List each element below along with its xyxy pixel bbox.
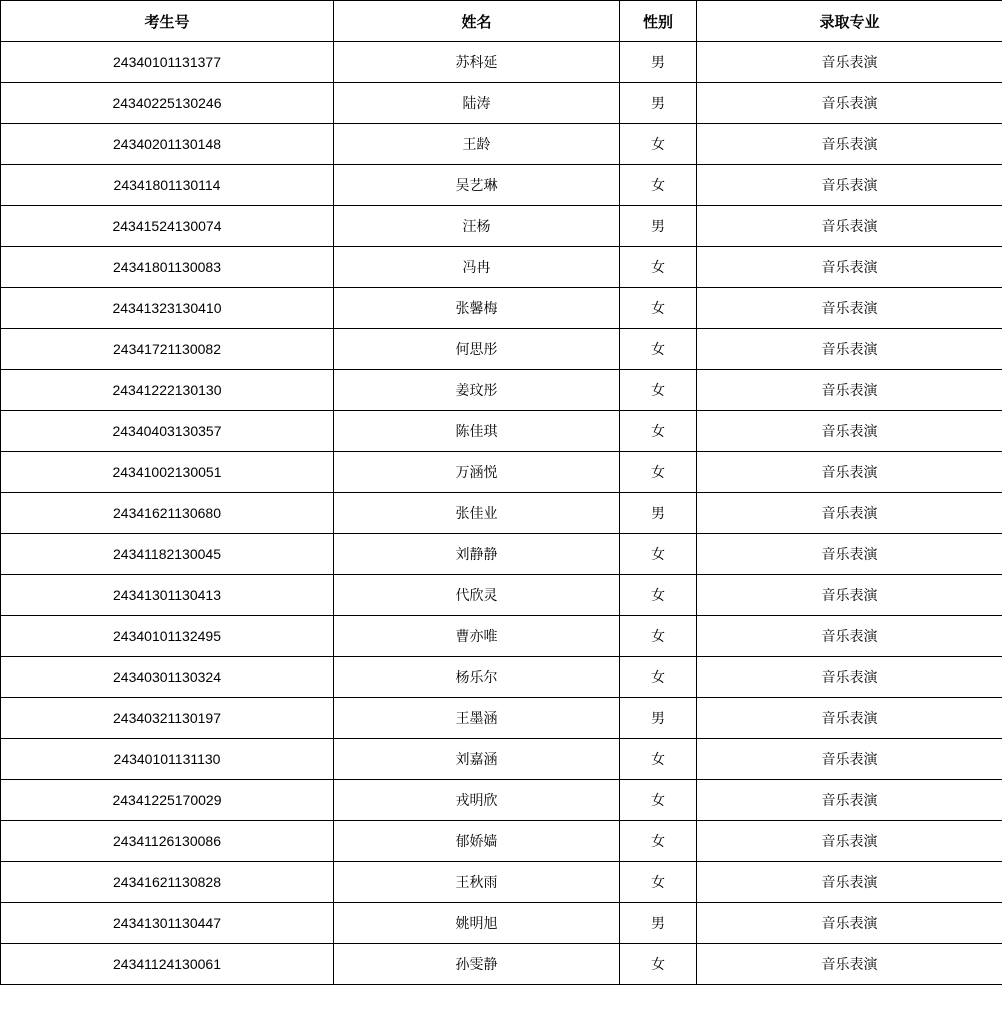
exam-number-cell: 24341524130074 xyxy=(1,206,334,247)
exam-number-cell: 24341801130083 xyxy=(1,247,334,288)
exam-number-cell: 24341182130045 xyxy=(1,534,334,575)
exam-number-cell: 24341801130114 xyxy=(1,165,334,206)
table-body xyxy=(1,42,1002,985)
student-name-cell: 万涵悦 xyxy=(334,452,620,493)
student-name-cell: 王秋雨 xyxy=(334,862,620,903)
student-name-cell: 郁娇嫱 xyxy=(334,821,620,862)
exam-number-cell: 24341621130680 xyxy=(1,493,334,534)
admitted-major-cell: 音乐表演 xyxy=(697,452,1002,493)
table-row xyxy=(1,698,1002,739)
header-admitted-major: 录取专业 xyxy=(697,1,1002,42)
exam-number-cell: 24341124130061 xyxy=(1,944,334,985)
table-row xyxy=(1,411,1002,452)
gender-cell: 男 xyxy=(620,698,697,739)
header-name: 姓名 xyxy=(334,1,620,42)
gender-cell: 女 xyxy=(620,862,697,903)
exam-number-cell: 24341222130130 xyxy=(1,370,334,411)
table-row xyxy=(1,206,1002,247)
table-row xyxy=(1,329,1002,370)
student-name-cell: 苏科延 xyxy=(334,42,620,83)
table-row xyxy=(1,288,1002,329)
student-name-cell: 王龄 xyxy=(334,124,620,165)
gender-cell: 女 xyxy=(620,657,697,698)
admitted-major-cell: 音乐表演 xyxy=(697,780,1002,821)
gender-cell: 男 xyxy=(620,903,697,944)
table-row xyxy=(1,534,1002,575)
admitted-major-cell: 音乐表演 xyxy=(697,124,1002,165)
admitted-major-cell: 音乐表演 xyxy=(697,534,1002,575)
exam-number-cell: 24341126130086 xyxy=(1,821,334,862)
gender-cell: 女 xyxy=(620,411,697,452)
student-name-cell: 曹亦唯 xyxy=(334,616,620,657)
exam-number-cell: 24341621130828 xyxy=(1,862,334,903)
student-name-cell: 张佳业 xyxy=(334,493,620,534)
exam-number-cell: 24341323130410 xyxy=(1,288,334,329)
table-row xyxy=(1,575,1002,616)
table-row xyxy=(1,247,1002,288)
exam-number-cell: 24341301130447 xyxy=(1,903,334,944)
student-name-cell: 张馨梅 xyxy=(334,288,620,329)
admitted-major-cell: 音乐表演 xyxy=(697,657,1002,698)
gender-cell: 女 xyxy=(620,124,697,165)
table-row xyxy=(1,124,1002,165)
student-name-cell: 陈佳琪 xyxy=(334,411,620,452)
table-row xyxy=(1,42,1002,83)
exam-number-cell: 24341301130413 xyxy=(1,575,334,616)
exam-number-cell: 24340101132495 xyxy=(1,616,334,657)
admitted-major-cell: 音乐表演 xyxy=(697,698,1002,739)
table-row xyxy=(1,370,1002,411)
student-name-cell: 陆涛 xyxy=(334,83,620,124)
table-row xyxy=(1,780,1002,821)
student-name-cell: 杨乐尔 xyxy=(334,657,620,698)
admitted-major-cell: 音乐表演 xyxy=(697,206,1002,247)
student-name-cell: 孙雯静 xyxy=(334,944,620,985)
table-row xyxy=(1,83,1002,124)
exam-number-cell: 24340225130246 xyxy=(1,83,334,124)
admitted-major-cell: 音乐表演 xyxy=(697,903,1002,944)
exam-number-cell: 24340403130357 xyxy=(1,411,334,452)
table-row xyxy=(1,452,1002,493)
admitted-major-cell: 音乐表演 xyxy=(697,821,1002,862)
admitted-major-cell: 音乐表演 xyxy=(697,616,1002,657)
admitted-major-cell: 音乐表演 xyxy=(697,739,1002,780)
student-name-cell: 吴艺琳 xyxy=(334,165,620,206)
exam-number-cell: 24340101131130 xyxy=(1,739,334,780)
gender-cell: 男 xyxy=(620,83,697,124)
exam-number-cell: 24340321130197 xyxy=(1,698,334,739)
table-row xyxy=(1,903,1002,944)
student-name-cell: 姚明旭 xyxy=(334,903,620,944)
admitted-major-cell: 音乐表演 xyxy=(697,247,1002,288)
gender-cell: 女 xyxy=(620,247,697,288)
gender-cell: 女 xyxy=(620,288,697,329)
admitted-major-cell: 音乐表演 xyxy=(697,862,1002,903)
student-name-cell: 刘静静 xyxy=(334,534,620,575)
admitted-major-cell: 音乐表演 xyxy=(697,83,1002,124)
exam-number-cell: 24340101131377 xyxy=(1,42,334,83)
student-name-cell: 代欣灵 xyxy=(334,575,620,616)
gender-cell: 女 xyxy=(620,452,697,493)
table-row xyxy=(1,657,1002,698)
table-row xyxy=(1,821,1002,862)
student-name-cell: 何思彤 xyxy=(334,329,620,370)
gender-cell: 女 xyxy=(620,329,697,370)
student-name-cell: 王墨涵 xyxy=(334,698,620,739)
gender-cell: 女 xyxy=(620,370,697,411)
admitted-major-cell: 音乐表演 xyxy=(697,165,1002,206)
admitted-major-cell: 音乐表演 xyxy=(697,411,1002,452)
admitted-major-cell: 音乐表演 xyxy=(697,370,1002,411)
admitted-major-cell: 音乐表演 xyxy=(697,575,1002,616)
gender-cell: 男 xyxy=(620,493,697,534)
table-header-row xyxy=(1,1,1002,42)
header-exam-number: 考生号 xyxy=(1,1,334,42)
table-row xyxy=(1,616,1002,657)
student-name-cell: 刘嘉涵 xyxy=(334,739,620,780)
gender-cell: 女 xyxy=(620,780,697,821)
gender-cell: 女 xyxy=(620,739,697,780)
gender-cell: 女 xyxy=(620,944,697,985)
admitted-major-cell: 音乐表演 xyxy=(697,42,1002,83)
gender-cell: 女 xyxy=(620,616,697,657)
table-row xyxy=(1,862,1002,903)
header-gender: 性别 xyxy=(620,1,697,42)
exam-number-cell: 24340201130148 xyxy=(1,124,334,165)
table-row xyxy=(1,165,1002,206)
gender-cell: 女 xyxy=(620,821,697,862)
student-name-cell: 戎明欣 xyxy=(334,780,620,821)
admitted-major-cell: 音乐表演 xyxy=(697,493,1002,534)
exam-number-cell: 24341225170029 xyxy=(1,780,334,821)
gender-cell: 男 xyxy=(620,206,697,247)
gender-cell: 女 xyxy=(620,165,697,206)
gender-cell: 男 xyxy=(620,42,697,83)
gender-cell: 女 xyxy=(620,534,697,575)
gender-cell: 女 xyxy=(620,575,697,616)
admitted-major-cell: 音乐表演 xyxy=(697,288,1002,329)
student-name-cell: 姜玟彤 xyxy=(334,370,620,411)
exam-number-cell: 24340301130324 xyxy=(1,657,334,698)
admitted-major-cell: 音乐表演 xyxy=(697,329,1002,370)
table-row xyxy=(1,944,1002,985)
exam-number-cell: 24341721130082 xyxy=(1,329,334,370)
admitted-major-cell: 音乐表演 xyxy=(697,944,1002,985)
student-name-cell: 汪杨 xyxy=(334,206,620,247)
table-row xyxy=(1,493,1002,534)
table-row xyxy=(1,739,1002,780)
student-name-cell: 冯冉 xyxy=(334,247,620,288)
exam-number-cell: 24341002130051 xyxy=(1,452,334,493)
